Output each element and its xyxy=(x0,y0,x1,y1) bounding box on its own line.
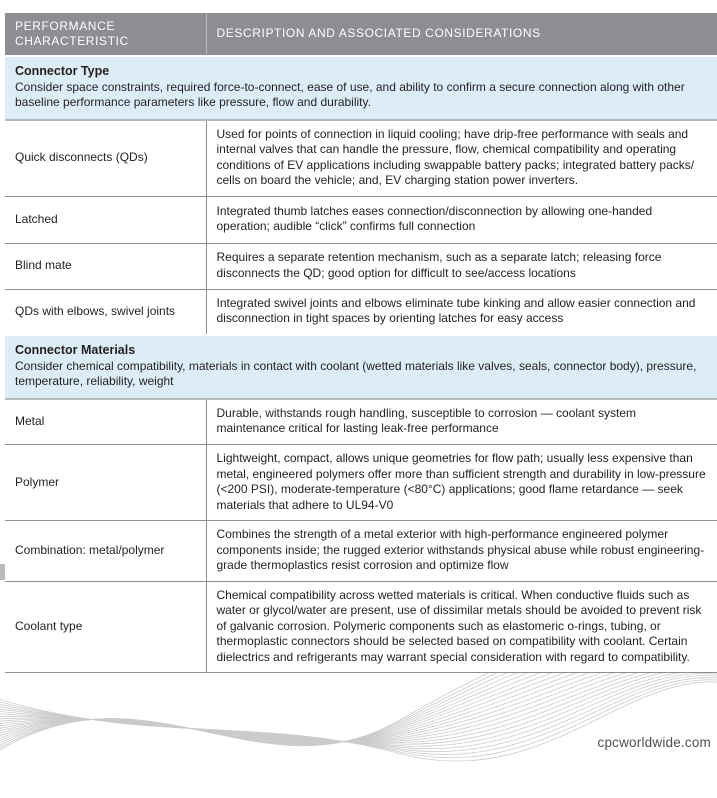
section-connector-materials xyxy=(5,335,717,399)
characteristic-cell: Coolant type xyxy=(5,581,206,673)
header-description: DESCRIPTION AND ASSOCIATED CONSIDERATIONS xyxy=(206,13,717,56)
header-characteristic: PERFORMANCE CHARACTERISTIC xyxy=(5,13,206,56)
wave-line xyxy=(0,669,717,744)
table-row xyxy=(5,399,717,445)
characteristic-cell: Quick disconnects (QDs) xyxy=(5,120,206,197)
section-connector-type xyxy=(5,56,717,120)
description-cell: Lightweight, compact, allows unique geometries for flow path; usually less expensive than metal, engineered polymers offer more than sufficient strength and durability in low-pressure (<200 PSI), moderate-temperature (<80°C) applications; good flame retardance — seek materials that adhere to UL94-V0 xyxy=(206,445,717,521)
description-cell: Combines the strength of a metal exterior with high-performance engineered polymer components inside; the rugged exterior withstands physical abuse while robust engineering-grade thermoplastics resist corrosion and optimize flow xyxy=(206,521,717,582)
description-cell: Used for points of connection in liquid cooling; have drip-free performance with seals and internal valves that can handle the pressure, flow, chemical compatibility and operating conditions of EV applications including swappable battery packs; integrated battery packs/ cells on board the vehicle; and, EV charging station power inverters. xyxy=(206,120,717,197)
table-row xyxy=(5,120,717,197)
website-link[interactable]: cpcworldwide.com xyxy=(597,735,711,750)
table-row xyxy=(5,445,717,521)
table-row xyxy=(5,289,717,335)
characteristic-cell: Metal xyxy=(5,399,206,445)
characteristic-cell: QDs with elbows, swivel joints xyxy=(5,289,206,335)
section-title: Connector Type xyxy=(15,64,110,78)
table-row xyxy=(5,196,717,243)
section-intro: Consider chemical compatibility, materials in contact with coolant (wetted materials like valves, seals, connector body), pressure, temperature, reliability, weight xyxy=(15,358,697,388)
description-cell: Requires a separate retention mechanism, such as a separate latch; releasing force disconnects the QD; good option for difficult to see/access locations xyxy=(206,243,717,289)
section-intro: Consider space constraints, required force-to-connect, ease of use, and ability to confirm a secure connection along with other baseline performance parameters like pressure, flow and durability. xyxy=(15,79,685,109)
characteristic-cell: Polymer xyxy=(5,445,206,521)
performance-table xyxy=(5,13,717,673)
wave-line xyxy=(0,664,717,741)
characteristic-cell: Combination: metal/polymer xyxy=(5,521,206,582)
table-row xyxy=(5,581,717,673)
table-header-row xyxy=(5,13,717,56)
description-cell: Integrated swivel joints and elbows eliminate tube kinking and allow easier connection and disconnection in tight spaces by orienting latches for easy access xyxy=(206,289,717,335)
description-cell: Durable, withstands rough handling, susceptible to corrosion — coolant system maintenance critical for lasting leak-free performance xyxy=(206,399,717,445)
description-cell: Chemical compatibility across wetted materials is critical. When conductive fluids such as water or glycol/water are present, use of dissimilar metals should be avoided to prevent risk of galvanic corrosion. Polymeric components such as elastomeric o-rings, tubing, or thermoplastic connectors should be selected based on compatibility with coolant. Certain dielectrics and refrigerants may warrant special consideration with regard to compatibility. xyxy=(206,581,717,673)
description-cell: Integrated thumb latches eases connection/disconnection by allowing one-handed operation; audible “click” confirms full connection xyxy=(206,196,717,243)
table-row xyxy=(5,243,717,289)
characteristic-cell: Blind mate xyxy=(5,243,206,289)
page-edge-mark xyxy=(0,564,5,580)
characteristic-cell: Latched xyxy=(5,196,206,243)
table-row xyxy=(5,521,717,582)
section-title: Connector Materials xyxy=(15,343,136,357)
